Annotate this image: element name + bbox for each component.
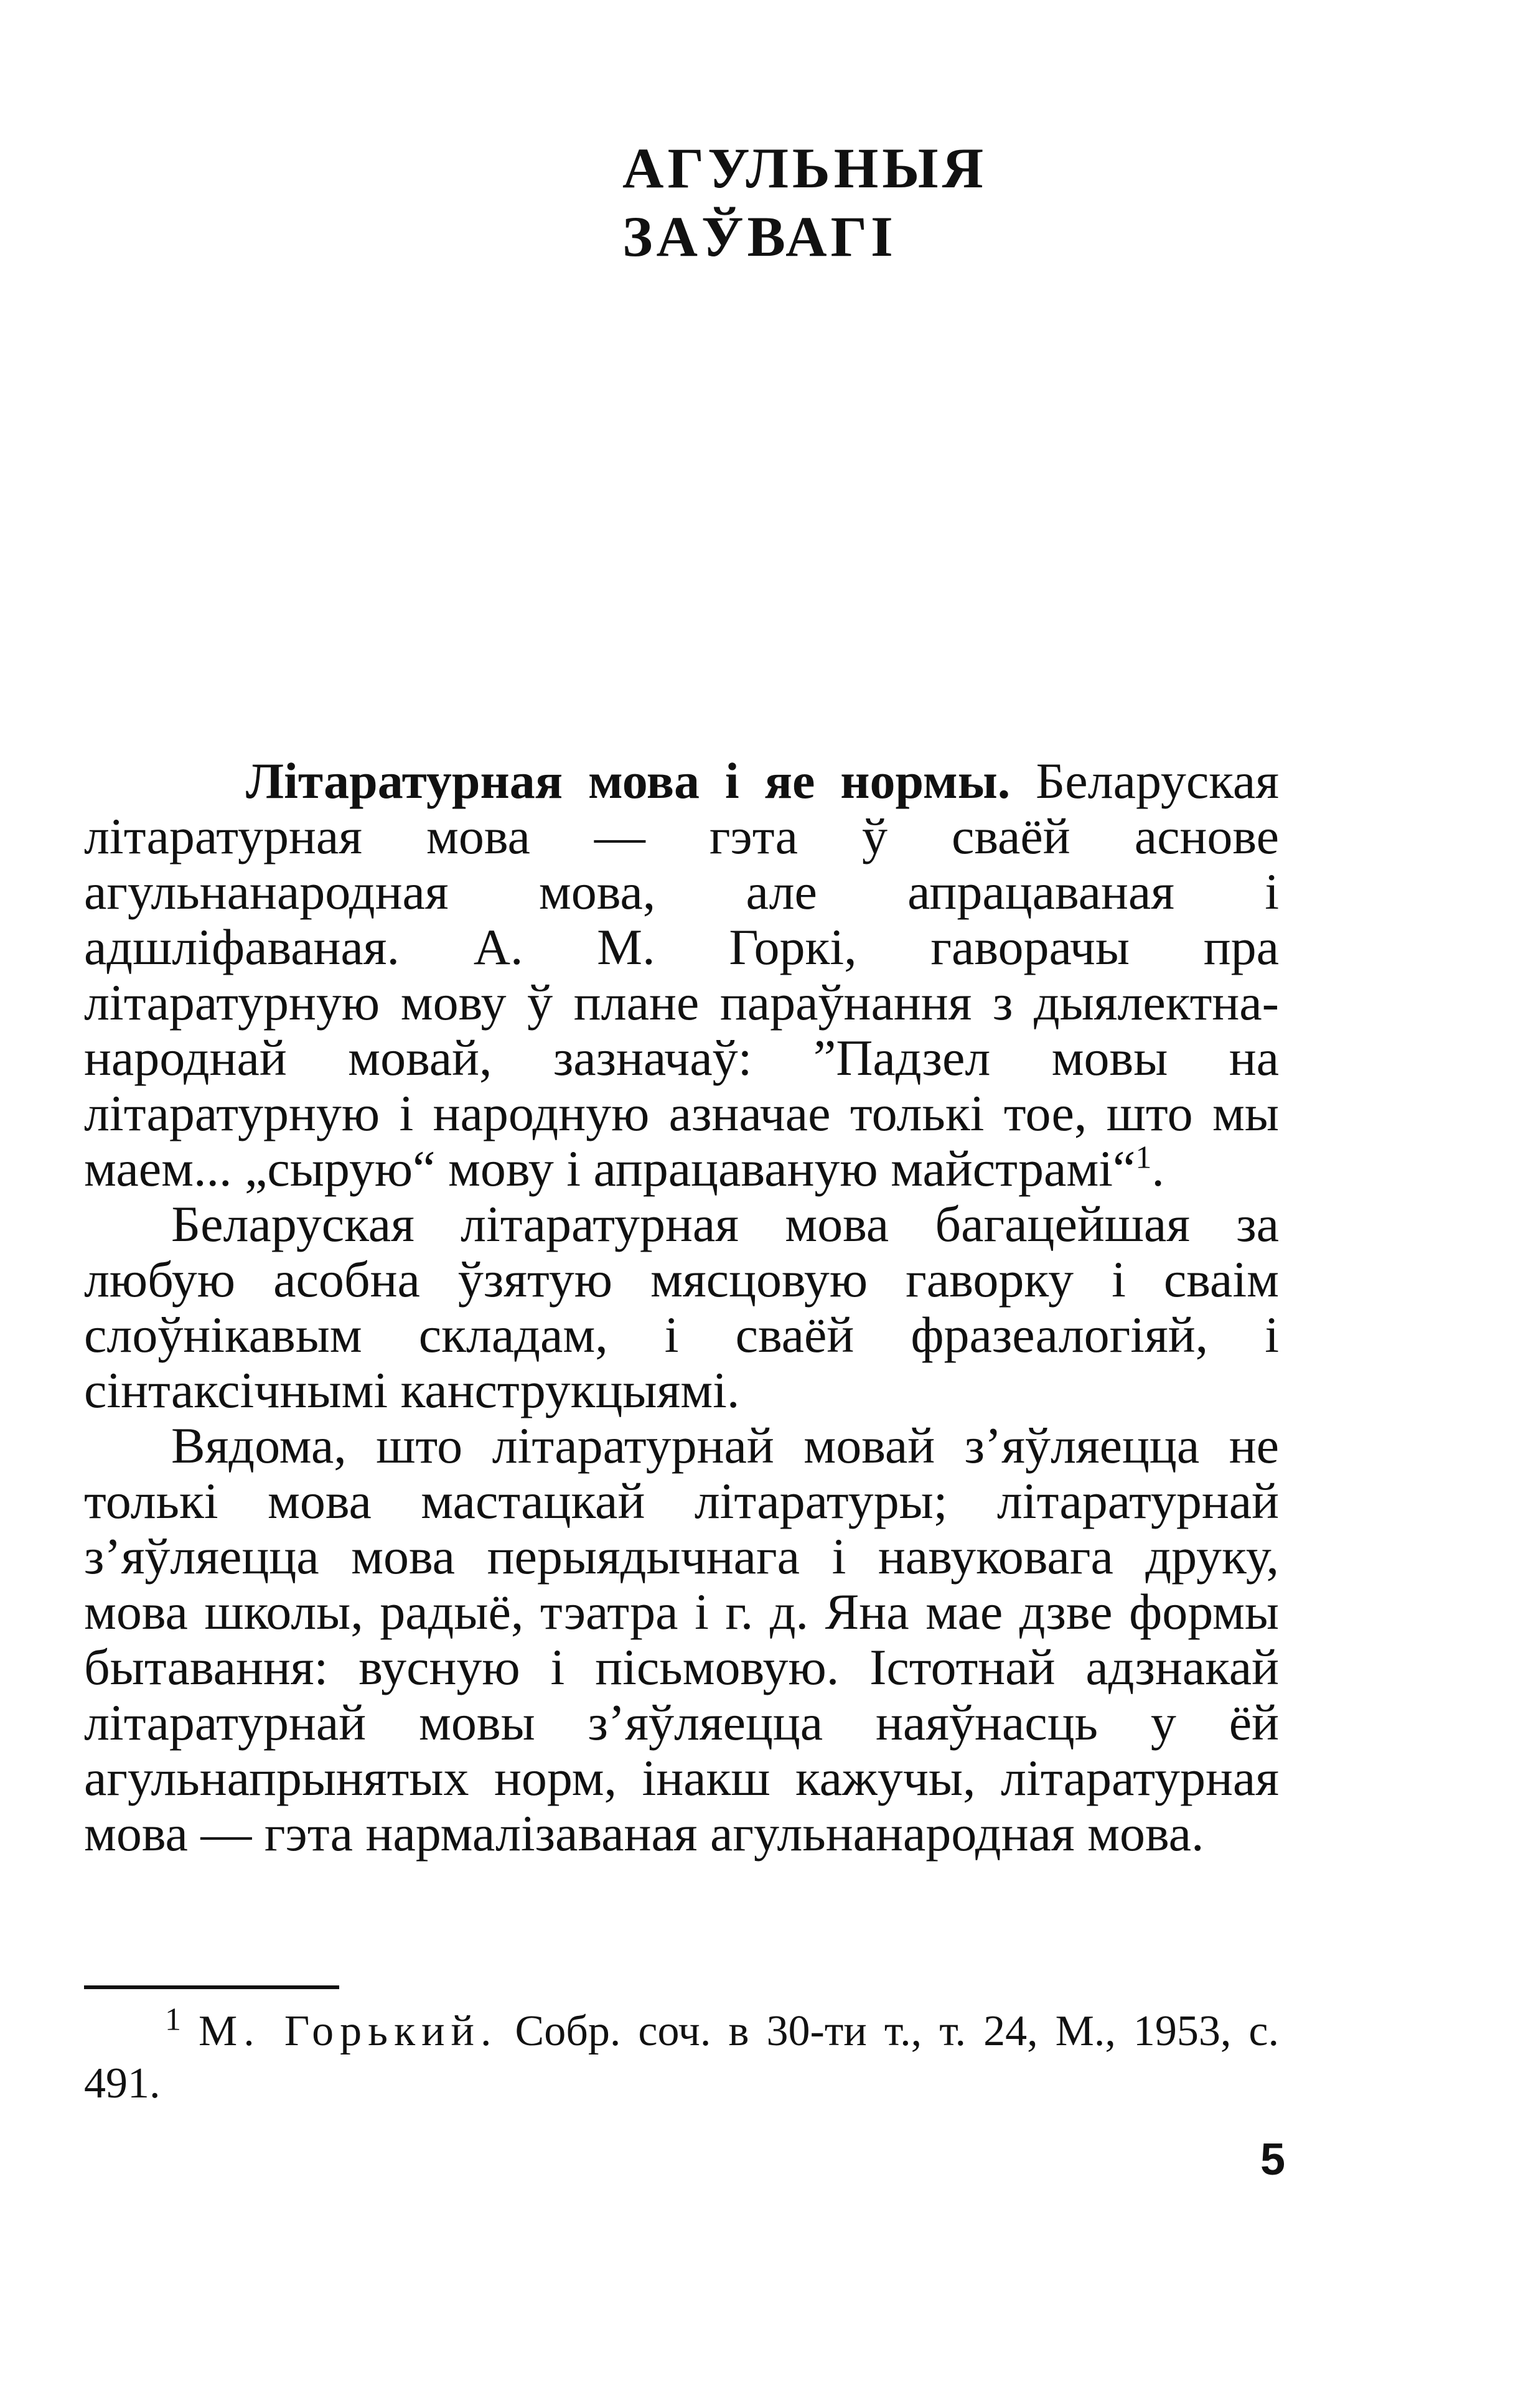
paragraph-2: Беларуская літаратурная мова багацейшая за любую асобна ўзятую мясцовую гаворку і сваім слоўнікавым складам, і сваёй фразеалогіяй, і сінтаксічнымі канструкцыямі. (84, 1196, 1279, 1418)
section-title: АГУЛЬНЫЯ ЗАЎВАГІ (622, 136, 988, 268)
footnote-text: Собр. соч. в 30-ти т., т. 24, М., 1953, с. 491. (84, 2007, 1279, 2107)
paragraph-1 (84, 753, 1279, 1196)
paragraph-3: Вядома, што літаратурнай мовай з’яўляецца не толькі мова мастацкай літаратуры; літаратурнай з’яўляецца мова перыядычнага і навуковага друку, мова школы, радыё, тэатра і г. д. Яна мае дзве формы бытавання: вусную і пісьмовую. Істотнай адзнакай літаратурнай мовы з’яўляецца наяўнасць у ёй агульнапрынятых норм, інакш кажучы, літаратурная мова — гэта нармалізаваная агульнанародная мова. (84, 1417, 1279, 1862)
footnote-divider (84, 1985, 339, 1989)
page-number: 5 (1260, 2135, 1285, 2185)
footnote (84, 2002, 1279, 2110)
footnote-marker: 1 (165, 2002, 181, 2038)
footnote-reference: 1 (1135, 1140, 1152, 1176)
paragraph-1-text: Беларуская літаратурная мова — гэта ў сваёй аснове агульнанародная мова, але апрацаваная і адшліфаваная. А. М. Горкі, гаворачы пра літаратурную мову ў плане параўнання з дыялектна-народнай мовай, зазначаў: ”Падзел мовы на літаратурную і народную азначае толькі тое, што мы маем... „сырую“ мову і апрацаваную майстрамі“ (84, 752, 1279, 1197)
paragraph-1-end: . (1151, 1140, 1164, 1197)
paragraph-heading: Літаратурная мова і яе нормы. (246, 752, 1011, 809)
body-text (84, 753, 1279, 1861)
footnote-author: М. Горький. (199, 2007, 498, 2055)
